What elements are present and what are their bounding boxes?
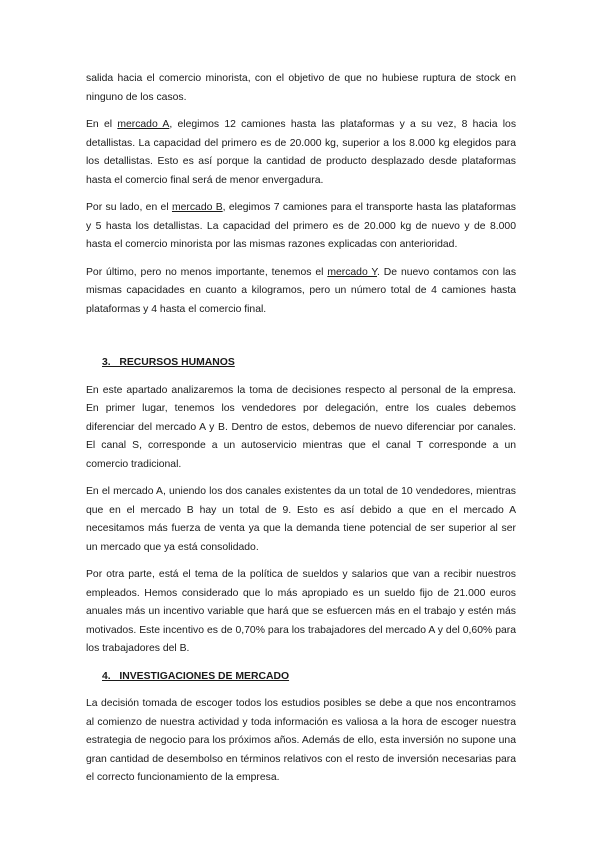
paragraph-mercado-a xyxy=(86,116,516,190)
paragraph-personal: En este apartado analizaremos la toma de decisiones respecto al personal de la empresa. En primer lugar, tenemos los vendedores por delegación, entre los cuales debemos diferenciar del mercado A y B. Dentro de estos, debemos de nuevo diferenciar por canales. El canal S, corresponde a un autoservicio mientras que el canal T corresponde a un comercio tradicional. xyxy=(86,384,516,470)
paragraph-mercado-a-post: , elegimos 12 camiones hasta las plataformas y a su vez, 8 hacia los detallistas. La capacidad del primero es de 20.000 kg, superior a los 8.000 kg elegidos para los detallistas. Esto es así porque la cantidad de producto desplazado desde plataformas hasta el comercio final será de menor envergadura. xyxy=(86,119,517,186)
paragraph-salida: salida hacia el comercio minorista, con el objetivo de que no hubiese ruptura de stock en ninguno de los casos. xyxy=(86,73,516,103)
section-spacer xyxy=(86,328,516,354)
paragraph-mercado-y xyxy=(86,264,516,320)
mercado-b-term: mercado B xyxy=(171,202,223,213)
heading-recursos-humanos: 3. RECURSOS HUMANOS xyxy=(102,357,235,368)
paragraph-mercado-b-pre: Por su lado, en el xyxy=(86,202,172,213)
paragraph-mercado-b xyxy=(86,199,516,255)
mercado-y-term: mercado Y xyxy=(327,266,378,278)
mercado-a-term: mercado A xyxy=(117,119,170,130)
paragraph-vendedores: En el mercado A, uniendo los dos canales existentes da un total de 10 vendedores, mientras que en el mercado B hay un total de 9. Esto es así debido a que en el mercado A necesitamos más fuerza de venta ya que la demanda tiene potencial de ser superior al ser un mercado que ya está consolidado. xyxy=(86,486,516,553)
paragraph-mercado-y-post: . De nuevo contamos con las mismas capacidades en cuanto a kilogramos, pero un número total de 4 camiones hasta plataformas y 4 hasta el comercio final. xyxy=(86,266,517,315)
paragraph-estudios: La decisión tomada de escoger todos los estudios posibles se debe a que nos encontramos al comienzo de nuestra actividad y toda información es valiosa a la hora de escoger nuestra estrategia de negocio para los próximos años. Además de ello, esta inversión no supone una gran cantidad de desembolso en términos relativos con el resto de inversión necesarias para el correcto funcionamiento de la empresa. xyxy=(86,698,516,783)
paragraph-mercado-b-post: , elegimos 7 camiones para el transporte hasta las plataformas y 5 hasta los detallistas. La capacidad del primero es de 20.000 kg de nuevo y de 8.000 hasta el comercio minorista por las mismas razones explicadas con anterioridad. xyxy=(86,202,516,250)
paragraph-mercado-y-pre: Por último, pero no menos importante, tenemos el xyxy=(86,266,328,278)
heading-investigaciones: 4. INVESTIGACIONES DE MERCADO xyxy=(102,670,290,682)
paragraph-mercado-a-pre: En el xyxy=(86,119,118,130)
document-page xyxy=(86,70,516,797)
paragraph-sueldos: Por otra parte, está el tema de la política de sueldos y salarios que van a recibir nuestros empleados. Hemos considerado que lo más apropiado es un sueldo fijo de 21.000 euros anuales más un incentivo variable que hará que se esfuercen más en el trabajo y estén más motivados. Este incentivo es de 0,70% para los trabajadores del mercado A y del 0,60% para los trabajadores del B. xyxy=(86,569,516,654)
